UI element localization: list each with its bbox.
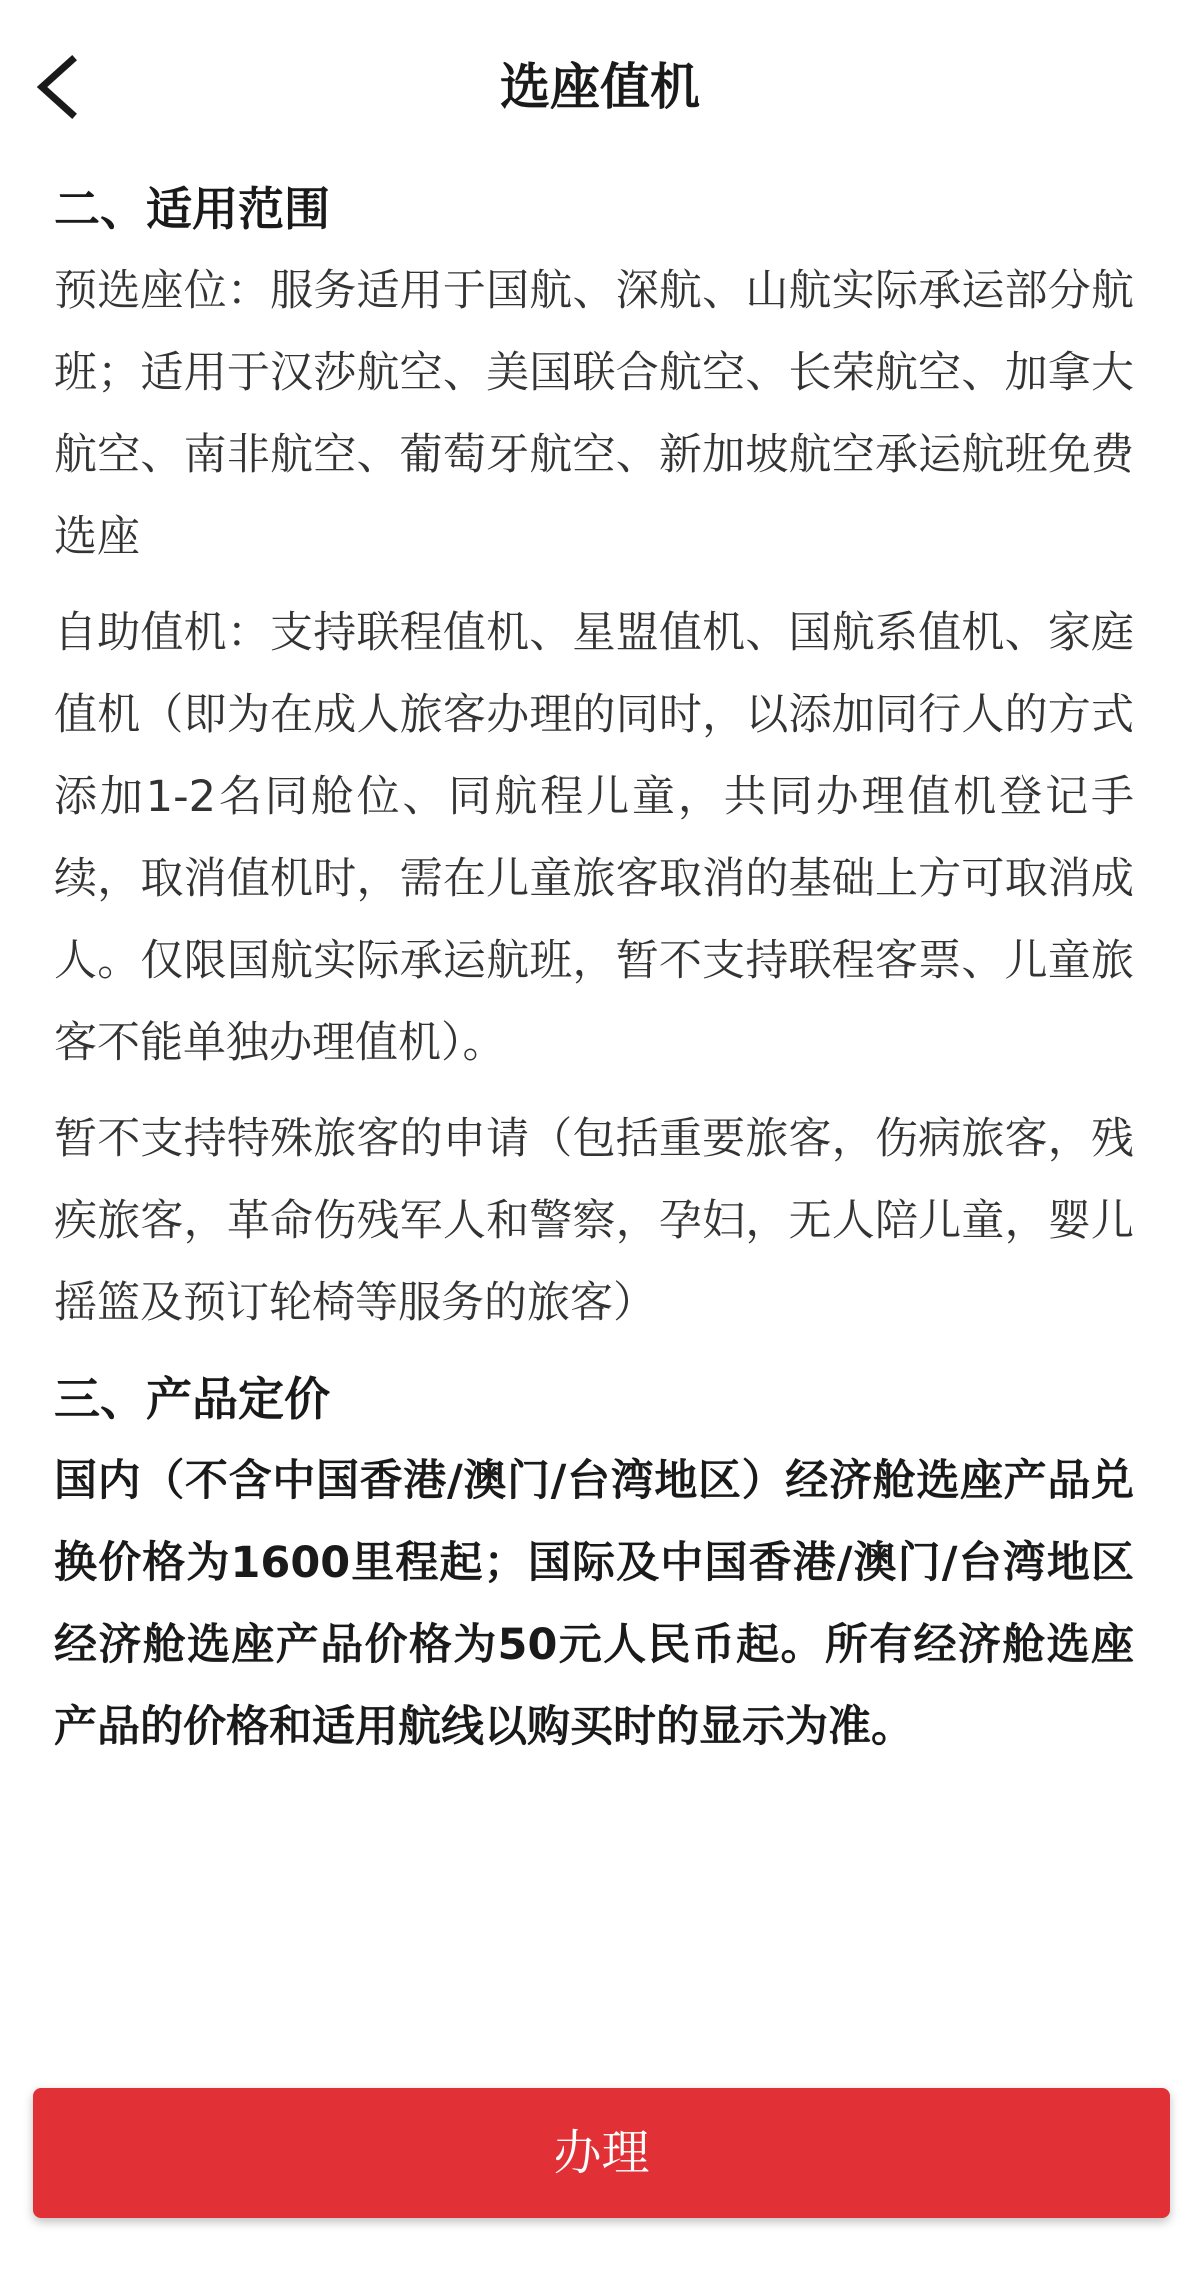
content-area[interactable] [54, 132, 1134, 2082]
paragraph-special-passengers: 暂不支持特殊旅客的申请（包括重要旅客，伤病旅客，残疾旅客，革命伤残军人和警察，孕妇，无人陪儿童，婴儿摇篮及预订轮椅等服务的旅客） [54, 1114, 1134, 1328]
section-heading-pricing: 三、产品定价 [54, 1372, 330, 1426]
paragraph-self-checkin: 自助值机：支持联程值机、星盟值机、国航系值机、家庭值机（即为在成人旅客办理的同时，以添加同行人的方式添加1-2名同舱位、同航程儿童，共同办理值机登记手续，取消值机时，需在儿童旅客取消的基础上方可取消成人。仅限国航实际承运航班，暂不支持联程客票、儿童旅客不能单独办理值机）。 [54, 608, 1134, 1068]
handle-button[interactable]: 办理 [33, 2088, 1170, 2218]
paragraph-seat-selection: 预选座位：服务适用于国航、深航、山航实际承运部分航班；适用于汉莎航空、美国联合航空、长荣航空、加拿大航空、南非航空、葡萄牙航空、新加坡航空承运航班免费选座 [54, 266, 1134, 562]
page-title: 选座值机 [500, 58, 700, 116]
nav-bar [0, 0, 1200, 170]
section-heading-scope: 二、适用范围 [54, 182, 330, 236]
paragraph-pricing: 国内（不含中国香港/澳门/台湾地区）经济舱选座产品兑换价格为1600里程起；国际及中国香港/澳门/台湾地区经济舱选座产品价格为50元人民币起。所有经济舱选座产品的价格和适用航线以购买时的显示为准。 [54, 1456, 1134, 1752]
